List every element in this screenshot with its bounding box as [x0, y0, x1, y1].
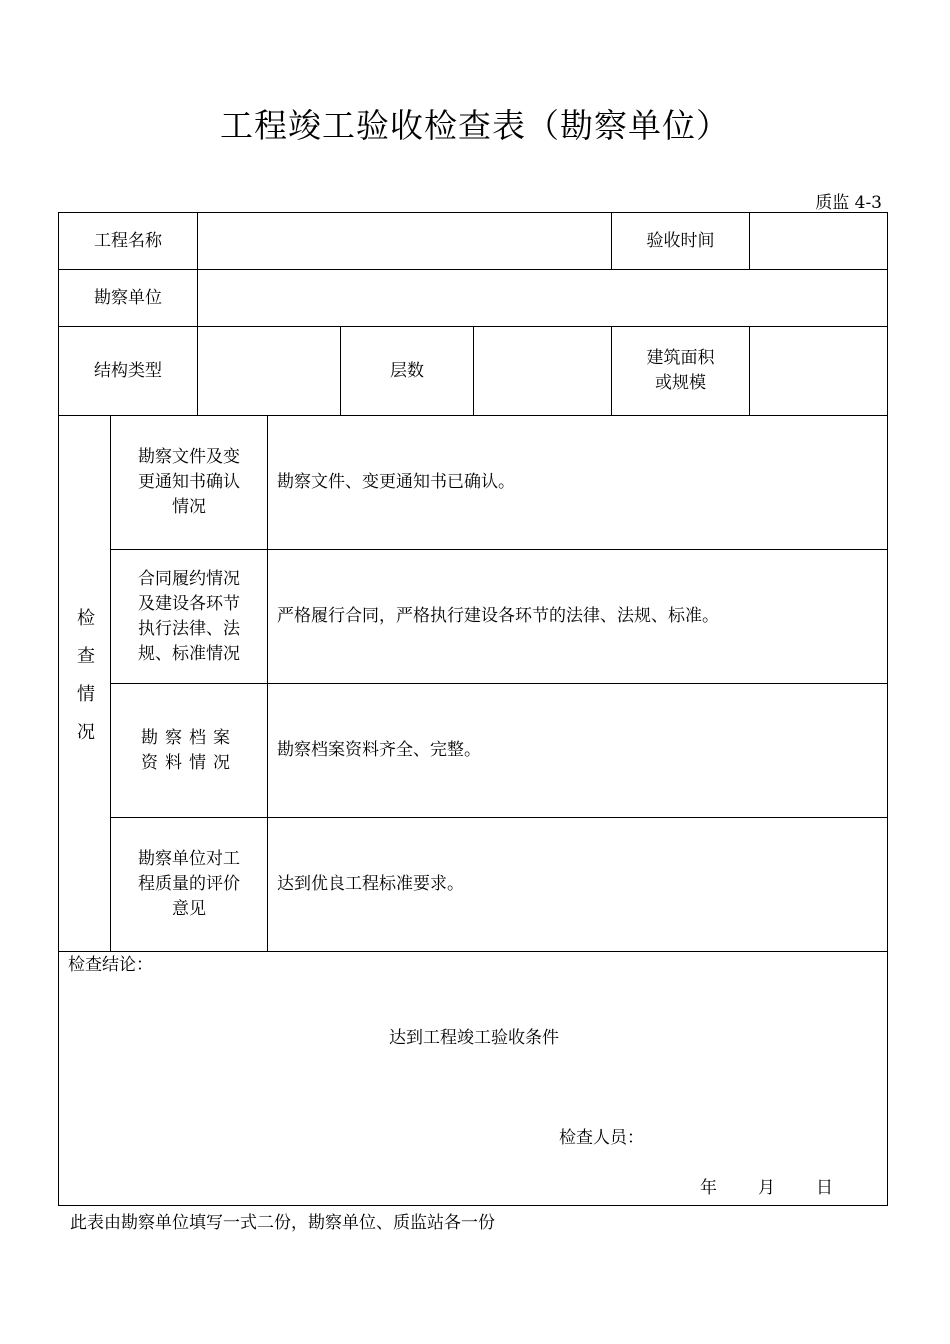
acceptance-time-field[interactable]: [749, 212, 888, 270]
item-content-survey-archives: 勘察档案资料齐全、完整。: [267, 683, 888, 818]
building-area-field[interactable]: [749, 326, 888, 416]
inspection-group-label: [58, 415, 111, 952]
project-name-field[interactable]: [197, 212, 612, 270]
date-month: 月: [758, 1178, 775, 1198]
building-area-label: 建筑面积 或规模: [611, 326, 750, 416]
inspection-group-text: 检查情况: [74, 607, 95, 760]
floors-field[interactable]: [473, 326, 612, 416]
item-label-document-confirmation: 勘察文件及变更通知书确认情况: [110, 415, 268, 550]
conclusion-box: [58, 951, 888, 1206]
item-label-contract-compliance: 合同履约情况及建设各环节执行法律、法规、标准情况: [110, 549, 268, 684]
project-name-label: 工程名称: [58, 212, 198, 270]
page-title: 工程竣工验收检查表（勘察单位）: [220, 106, 730, 145]
footnote: 此表由勘察单位填写一式二份，勘察单位、质监站各一份: [70, 1213, 495, 1233]
inspector-label: 检查人员：: [559, 1128, 644, 1148]
item-label-survey-archives-text: 勘察档案资料情况: [141, 727, 237, 773]
date-year: 年: [700, 1178, 717, 1198]
survey-unit-label: 勘察单位: [58, 269, 198, 327]
item-content-contract-compliance: 严格履行合同，严格执行建设各环节的法律、法规、标准。: [267, 549, 888, 684]
survey-unit-field[interactable]: [197, 269, 888, 327]
item-content-document-confirmation: 勘察文件、变更通知书已确认。: [267, 415, 888, 550]
form-code: 质监 4-3: [815, 193, 882, 213]
floors-label: 层数: [340, 326, 474, 416]
acceptance-time-label: 验收时间: [611, 212, 750, 270]
structure-type-field[interactable]: [197, 326, 341, 416]
item-label-survey-archives: [110, 683, 268, 818]
conclusion-label: 检查结论：: [68, 955, 153, 975]
conclusion-text: 达到工程竣工验收条件: [389, 1028, 559, 1048]
inspection-form-table: [58, 212, 888, 1206]
structure-type-label: 结构类型: [58, 326, 198, 416]
date-day: 日: [816, 1178, 833, 1198]
item-label-quality-evaluation: 勘察单位对工程质量的评价意见: [110, 817, 268, 952]
item-content-quality-evaluation: 达到优良工程标准要求。: [267, 817, 888, 952]
